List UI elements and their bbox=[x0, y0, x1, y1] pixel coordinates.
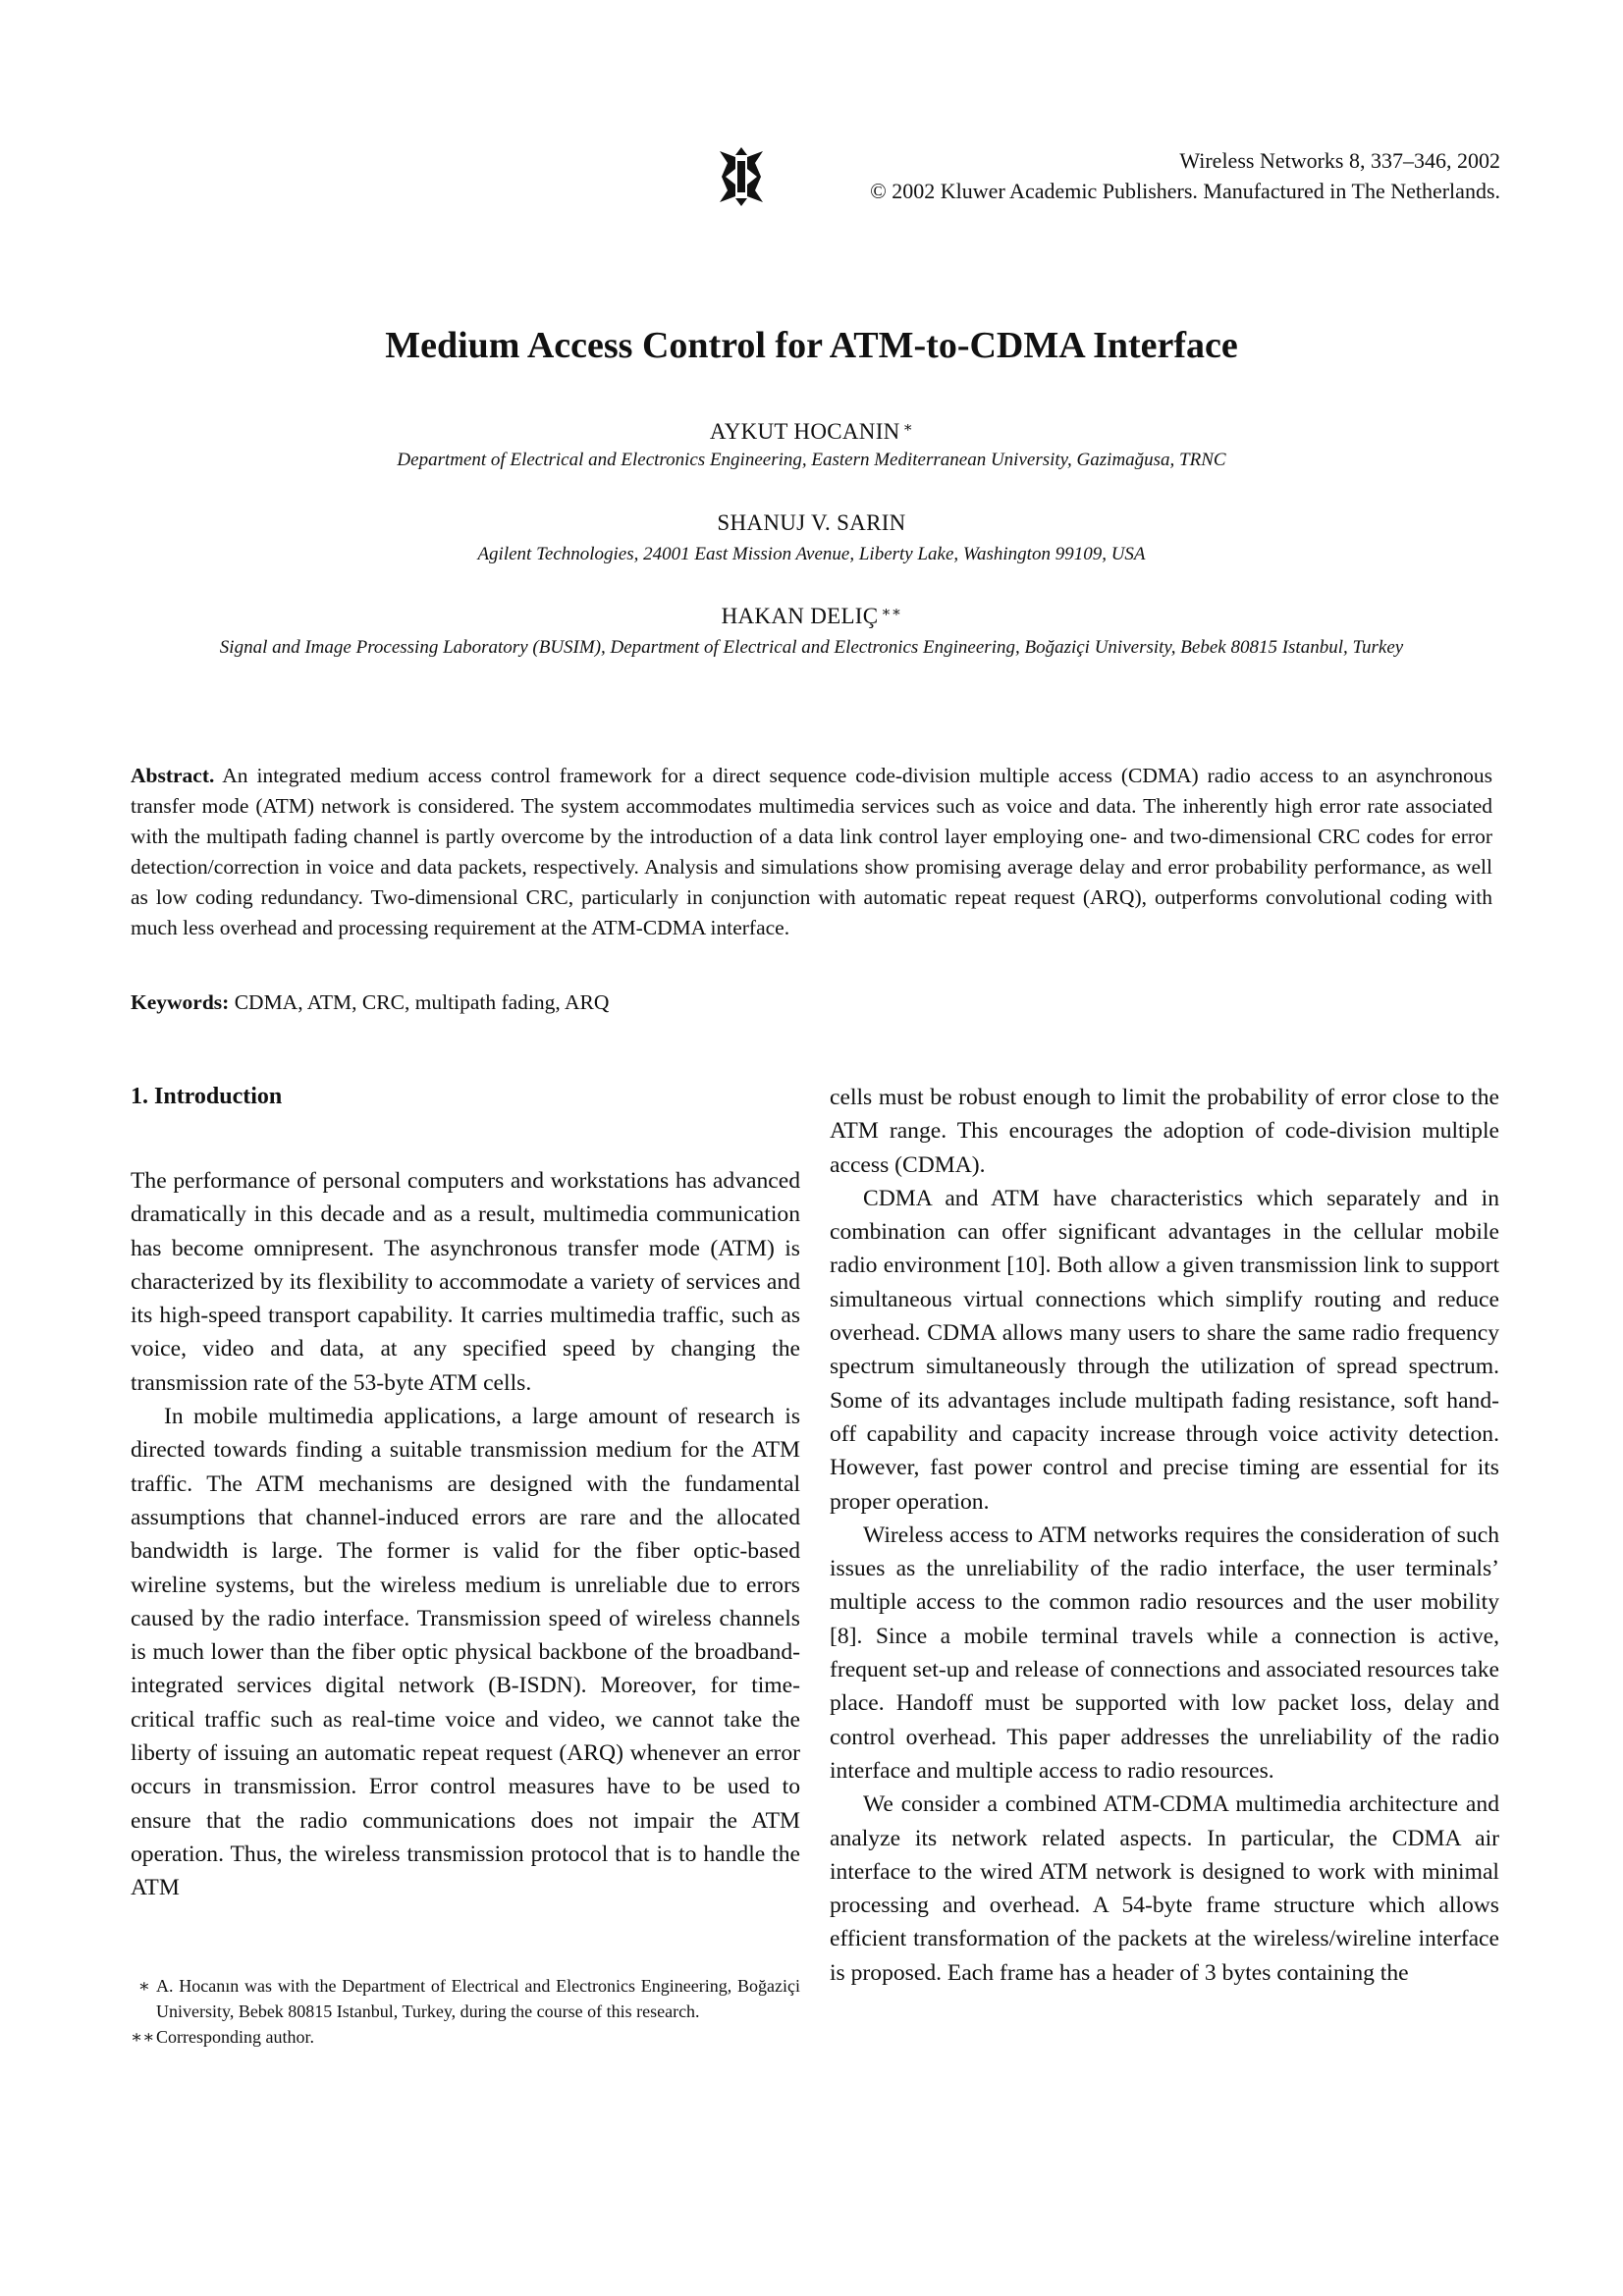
body-paragraph: We consider a combined ATM-CDMA multimedia architecture and analyze its network related aspects. In particular, the CDMA air interface to the wired ATM network is designed to work with minimal processing and overhead. A 54-byte frame structure which allows efficient transformation of the packets at the wireless/wireline interface is proposed. Each frame has a header of 3 bytes containing the bbox=[830, 1791, 1499, 1986]
journal-citation bbox=[870, 145, 1500, 206]
author-affiliation: Department of Electrical and Electronics Engineering, Eastern Mediterranean University, Gazimağusa, TRNC bbox=[397, 450, 1226, 470]
footnotes bbox=[131, 1973, 800, 2050]
author-affiliation: Agilent Technologies, 24001 East Mission Avenue, Liberty Lake, Washington 99109, USA bbox=[477, 544, 1146, 564]
abstract-label: Abstract. bbox=[131, 764, 215, 787]
body-paragraph: cells must be robust enough to limit the probability of error close to the ATM range. This encourages the adoption of code-division multiple access (CDMA). bbox=[830, 1085, 1499, 1178]
footnote-mark: ∗ bbox=[137, 1976, 150, 1996]
paper-title: Medium Access Control for ATM-to-CDMA Interface bbox=[385, 325, 1238, 366]
keywords bbox=[131, 988, 609, 1018]
copyright-line: © 2002 Kluwer Academic Publishers. Manufactured in The Netherlands. bbox=[870, 179, 1500, 203]
publisher-logo-icon bbox=[714, 147, 769, 206]
footnote bbox=[131, 1973, 800, 2024]
footnote-text: A. Hocanın was with the Department of Electrical and Electronics Engineering, Boğaziçi University, Bebek 80815 Istanbul, Turkey, during the course of this research. bbox=[156, 1976, 800, 2021]
footnote-text: Corresponding author. bbox=[156, 2027, 314, 2047]
journal-line: Wireless Networks 8, 337–346, 2002 bbox=[1179, 148, 1500, 173]
keywords-label: Keywords: bbox=[131, 990, 230, 1014]
author-name: AYKUT HOCANIN ∗ bbox=[709, 419, 914, 444]
right-column bbox=[830, 1081, 1499, 1990]
section-heading: 1. Introduction bbox=[131, 1084, 283, 1109]
abstract bbox=[131, 761, 1492, 943]
author-name: HAKAN DELIÇ ∗∗ bbox=[721, 604, 902, 628]
left-column bbox=[131, 1080, 800, 1905]
author-name: SHANUJ V. SARIN bbox=[717, 510, 906, 535]
keywords-text: CDMA, ATM, CRC, multipath fading, ARQ bbox=[234, 990, 610, 1014]
body-paragraph: The performance of personal computers and workstations has advanced dramatically in this decade and as a result, multimedia communication has become omnipresent. The asynchronous transfer mode (ATM) is characterized by its flexibility to accommodate a variety of services and its high-speed transport capability. It carries multimedia traffic, such as voice, video and data, at any specified speed by changing the transmission rate of the 53-byte ATM cells. bbox=[131, 1168, 800, 1396]
body-paragraph: Wireless access to ATM networks requires the consideration of such issues as the unreliability of the radio interface, the user terminals’ multiple access to the common radio resources and the user mobility [8]. Since a mobile terminal travels while a connection is active, frequent set-up and release of connections and associated resources take place. Handoff must be supported with low packet loss, delay and control overhead. This paper addresses the unreliability of the radio interface and multiple access to radio resources. bbox=[830, 1522, 1499, 1784]
body-paragraph: In mobile multimedia applications, a large amount of research is directed towards finding a suitable transmission medium for the ATM traffic. The ATM mechanisms are designed with the fundamental assumptions that channel-induced errors are rare and the allocated bandwidth is large. The former is valid for the fiber optic-based wireline systems, but the wireless medium is unreliable due to errors caused by the radio interface. Transmission speed of wireless channels is much lower than the fiber optic physical backbone of the broadband-integrated services digital network (B-ISDN). Moreover, for time-critical traffic such as real-time voice and video, we cannot take the liberty of issuing an automatic repeat request (ARQ) whenever an error occurs in transmission. Error control measures have to be used to ensure that the radio communications does not impair the ATM operation. Thus, the wireless transmission protocol that is to handle the ATM bbox=[131, 1404, 800, 1901]
author-footnote-mark: ∗∗ bbox=[881, 605, 902, 620]
author-footnote-mark: ∗ bbox=[902, 420, 914, 436]
footnote bbox=[131, 2024, 800, 2050]
body-paragraph: CDMA and ATM have characteristics which separately and in combination can offer significant advantages in the cellular mobile radio environment [10]. Both allow a given transmission link to support simultaneous virtual connections which simplify routing and reduce overhead. CDMA allows many users to share the same radio frequency spectrum simultaneously through the utilization of spread spectrum. Some of its advantages include multipath fading resistance, soft hand-off capability and capacity increase through voice activity detection. However, fast power control and precise timing are essential for its proper operation. bbox=[830, 1185, 1499, 1515]
abstract-text: An integrated medium access control framework for a direct sequence code-division multiple access (CDMA) radio access to an asynchronous transfer mode (ATM) network is considered. The system accommodates multimedia services such as voice and data. The inherently high error rate associated with the multipath fading channel is partly overcome by the introduction of a data link control layer employing one- and two-dimensional CRC codes for error detection/correction in voice and data packets, respectively. Analysis and simulations show promising average delay and error probability performance, as well as low coding redundancy. Two-dimensional CRC, particularly in conjunction with automatic repeat request (ARQ), outperforms convolutional coding with much less overhead and processing requirement at the ATM-CDMA interface. bbox=[131, 764, 1492, 939]
author-affiliation: Signal and Image Processing Laboratory (BUSIM), Department of Electrical and Electronics Engineering, Boğaziçi University, Bebek 80815 Istanbul, Turkey bbox=[219, 637, 1404, 658]
footnote-mark: ∗∗ bbox=[131, 2027, 155, 2047]
